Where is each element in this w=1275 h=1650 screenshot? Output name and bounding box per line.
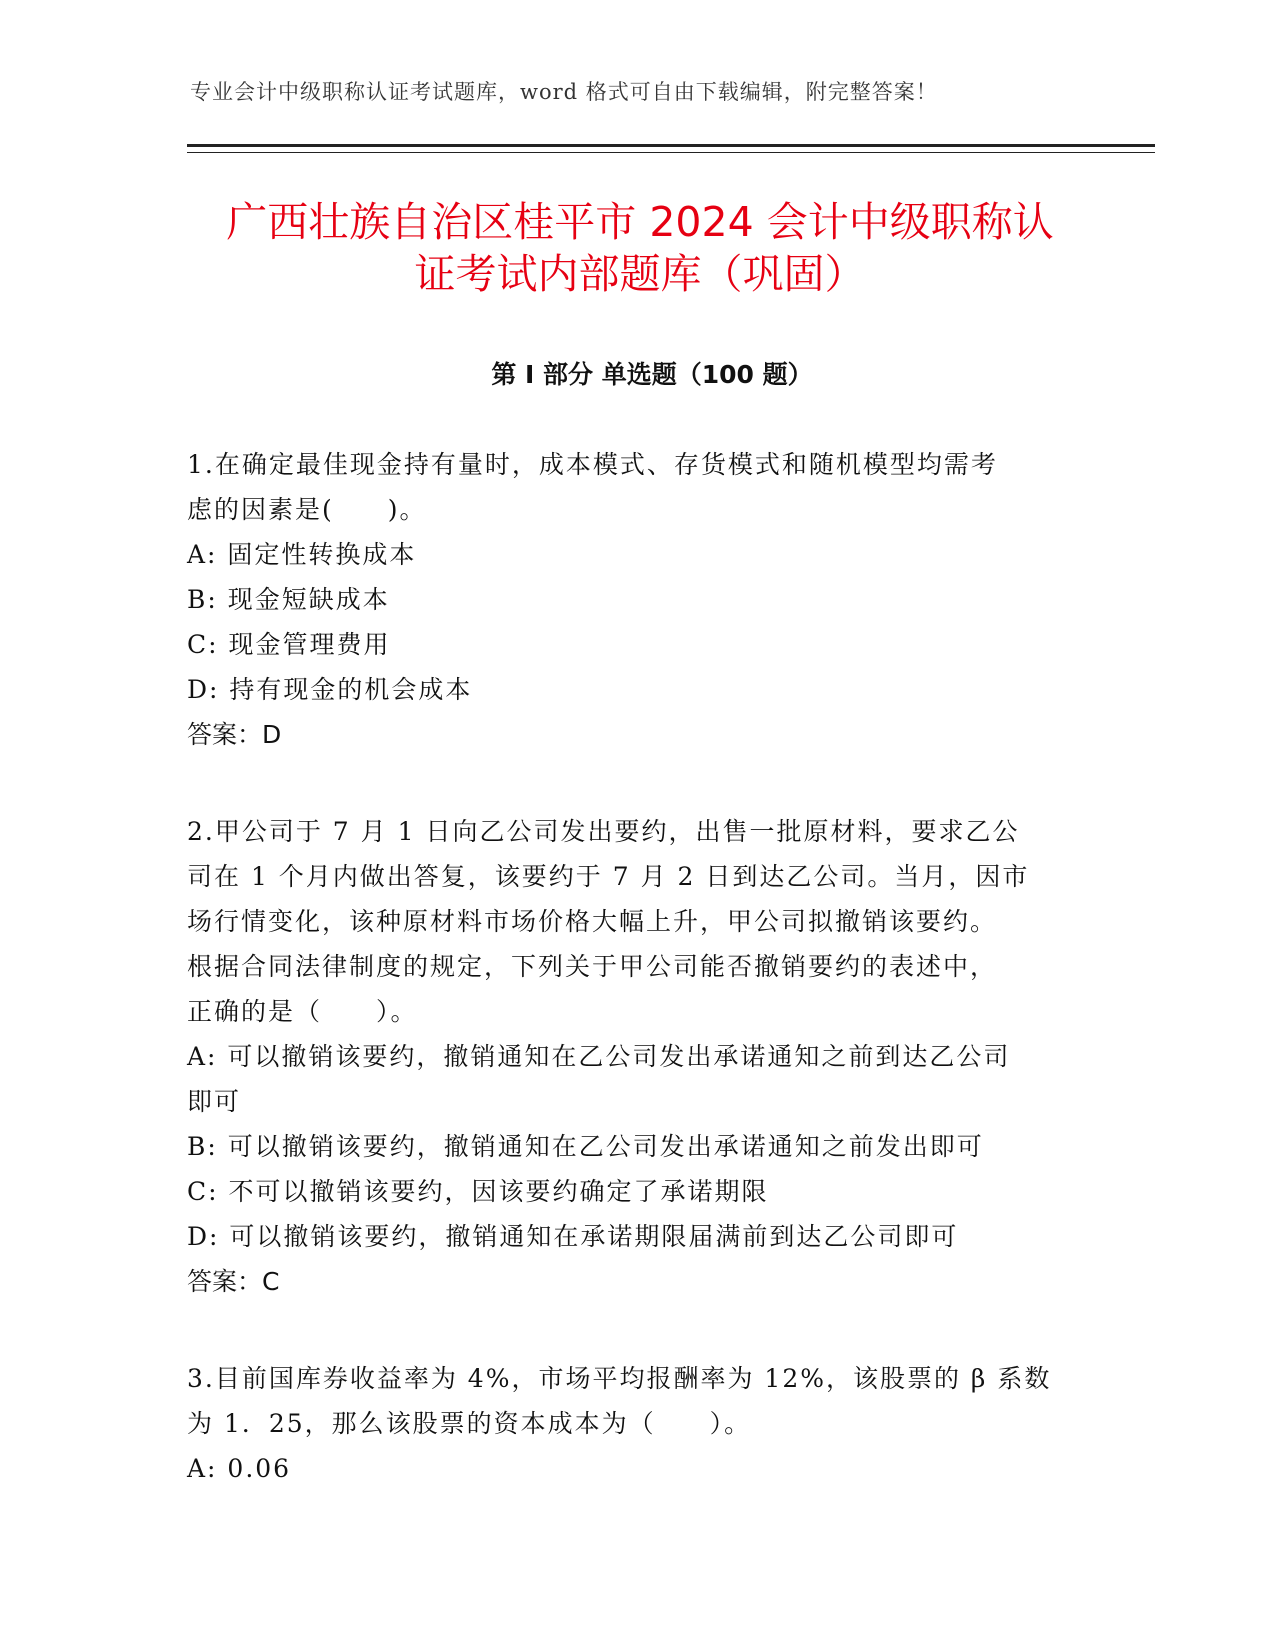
document-title-line-1: 广西壮族自治区桂平市 2024 会计中级职称认	[226, 198, 1054, 246]
option-d: D: 持有现金的机会成本	[187, 675, 473, 704]
option-b: B: 现金短缺成本	[187, 585, 390, 614]
question-stem-line: 正确的是（ ）。	[187, 997, 418, 1026]
option-b: B: 可以撤销该要约，撤销通知在乙公司发出承诺通知之前发出即可	[187, 1132, 984, 1161]
question-stem-line: 虑的因素是( )。	[187, 495, 427, 524]
document-title-line-2: 证考试内部题库（巩固）	[414, 250, 866, 298]
question-list	[187, 442, 1067, 1543]
question-stem-line: 3.目前国库券收益率为 4%，市场平均报酬率为 12%，该股票的 β 系数	[187, 1364, 1052, 1393]
question-3	[187, 1356, 1067, 1491]
page-header: 专业会计中级职称认证考试题库，word 格式可自由下载编辑，附完整答案！	[190, 80, 938, 104]
question-1	[187, 442, 1067, 757]
question-stem-line: 司在 1 个月内做出答复，该要约于 7 月 2 日到达乙公司。当月，因市	[187, 862, 1030, 891]
option-a-continued: 即可	[187, 1087, 242, 1116]
option-c: C: 不可以撤销该要约，因该要约确定了承诺期限	[187, 1177, 769, 1206]
question-2	[187, 809, 1067, 1304]
option-d: D: 可以撤销该要约，撤销通知在承诺期限届满前到达乙公司即可	[187, 1222, 959, 1251]
question-stem-line: 根据合同法律制度的规定，下列关于甲公司能否撤销要约的表述中，	[187, 952, 998, 981]
option-a: A: 可以撤销该要约，撤销通知在乙公司发出承诺通知之前到达乙公司	[187, 1042, 1011, 1071]
section-title: 第 I 部分 单选题（100 题）	[491, 360, 813, 389]
header-rule-thick	[187, 144, 1155, 147]
header-rule-thin	[187, 152, 1155, 153]
question-stem-line: 2.甲公司于 7 月 1 日向乙公司发出要约，出售一批原材料，要求乙公	[187, 817, 1020, 846]
option-c: C: 现金管理费用	[187, 630, 391, 659]
question-stem-line: 1.在确定最佳现金持有量时，成本模式、存货模式和随机模型均需考	[187, 450, 998, 479]
answer: 答案：D	[187, 720, 282, 749]
question-stem-line: 为 1．25，那么该股票的资本成本为（ ）。	[187, 1409, 752, 1438]
option-a: A: 0.06	[187, 1454, 292, 1483]
document-title	[140, 196, 1140, 300]
question-stem-line: 场行情变化，该种原材料市场价格大幅上升，甲公司拟撤销该要约。	[187, 907, 998, 936]
answer: 答案：C	[187, 1267, 280, 1296]
option-a: A: 固定性转换成本	[187, 540, 417, 569]
